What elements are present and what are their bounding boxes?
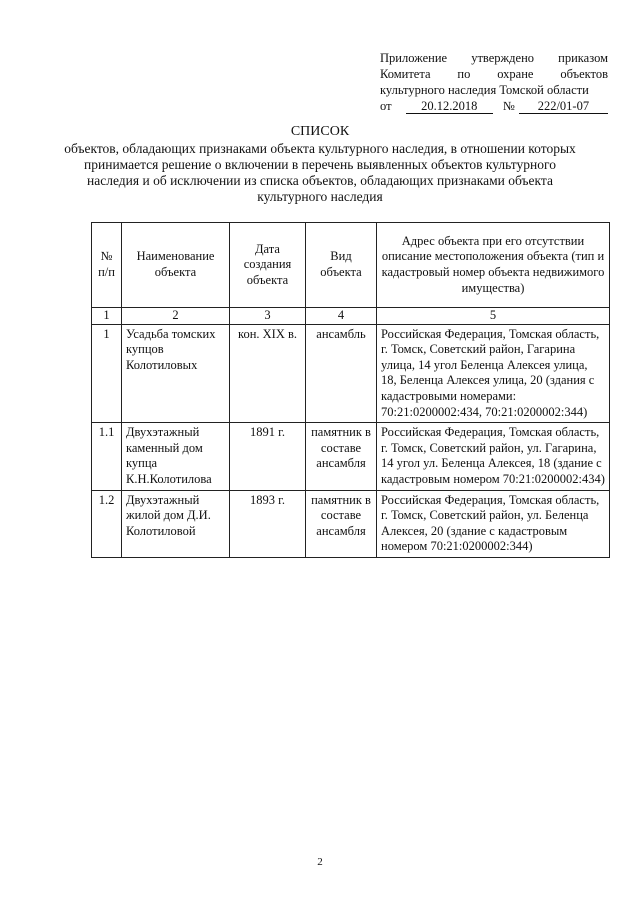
object-kind: ансамбль	[306, 324, 377, 423]
row-number: 1	[92, 324, 122, 423]
object-address: Российская Федерация, Томская область, г. Томск, Советский район, ул. Беленца Алексея, 20 (здание с кадастровым номером 70:21:0200002:344)	[377, 490, 610, 557]
order-number: 222/01-07	[519, 99, 608, 114]
number-label: №	[502, 99, 515, 113]
page-number: 2	[317, 856, 323, 868]
object-date: 1893 г.	[230, 490, 306, 557]
header-name: Наименование объекта	[122, 223, 230, 308]
object-name: Двухэтажный жилой дом Д.И. Колотиловой	[122, 490, 230, 557]
column-number: 2	[122, 308, 230, 325]
object-kind: памятник в составе ансамбля	[306, 490, 377, 557]
row-number: 1.2	[92, 490, 122, 557]
order-date: 20.12.2018	[406, 99, 493, 114]
from-label: от	[380, 99, 392, 113]
header-kind: Вид объекта	[306, 223, 377, 308]
approval-date-line	[380, 98, 608, 114]
object-kind: памятник в составе ансамбля	[306, 423, 377, 490]
table-row	[92, 324, 610, 423]
column-numbers-row	[92, 308, 610, 325]
header-date: Дата создания объекта	[230, 223, 306, 308]
column-number: 3	[230, 308, 306, 325]
object-address: Российская Федерация, Томская область, г. Томск, Советский район, Гагарина улица, 14 угол Беленца Алексея улица, 18, Беленца Алексея улица, 20 (здания с кадастровыми номерами: 70:21:0200002:434, 70:21:0200002:344)	[377, 324, 610, 423]
table-row	[92, 423, 610, 490]
title-heading: СПИСОК	[290, 124, 350, 139]
objects-table	[91, 222, 610, 558]
object-name: Двухэтажный каменный дом купца К.Н.Колотилова	[122, 423, 230, 490]
header-number: № п/п	[92, 223, 122, 308]
approval-line-2: Комитета по охране объектов	[380, 67, 608, 81]
approval-line-3: культурного наследия Томской области	[380, 83, 589, 97]
object-date: кон. XIX в.	[230, 324, 306, 423]
column-number: 1	[92, 308, 122, 325]
column-number: 4	[306, 308, 377, 325]
row-number: 1.1	[92, 423, 122, 490]
approval-line-1: Приложение утверждено приказом	[380, 51, 608, 65]
approval-block	[380, 50, 608, 114]
document-title	[60, 124, 580, 205]
object-name: Усадьба томских купцов Колотиловых	[122, 324, 230, 423]
table-row	[92, 490, 610, 557]
object-address: Российская Федерация, Томская область, г. Томск, Советский район, ул. Гагарина, 14 угол ул. Беленца Алексея, 18 (здание с кадастровым номером 70:21:0200002:434)	[377, 423, 610, 490]
object-date: 1891 г.	[230, 423, 306, 490]
table-header-row	[92, 223, 610, 308]
column-number: 5	[377, 308, 610, 325]
title-body: объектов, обладающих признаками объекта культурного наследия, в отношении которых принимается решение о включении в перечень выявленных объектов культурного наследия и об исключении из списка объектов, обладающих признаками объекта культурного наследия	[64, 141, 576, 204]
header-address: Адрес объекта при его отсутствии описание местоположения объекта (тип и кадастровый номер объекта недвижимого имущества)	[377, 223, 610, 308]
